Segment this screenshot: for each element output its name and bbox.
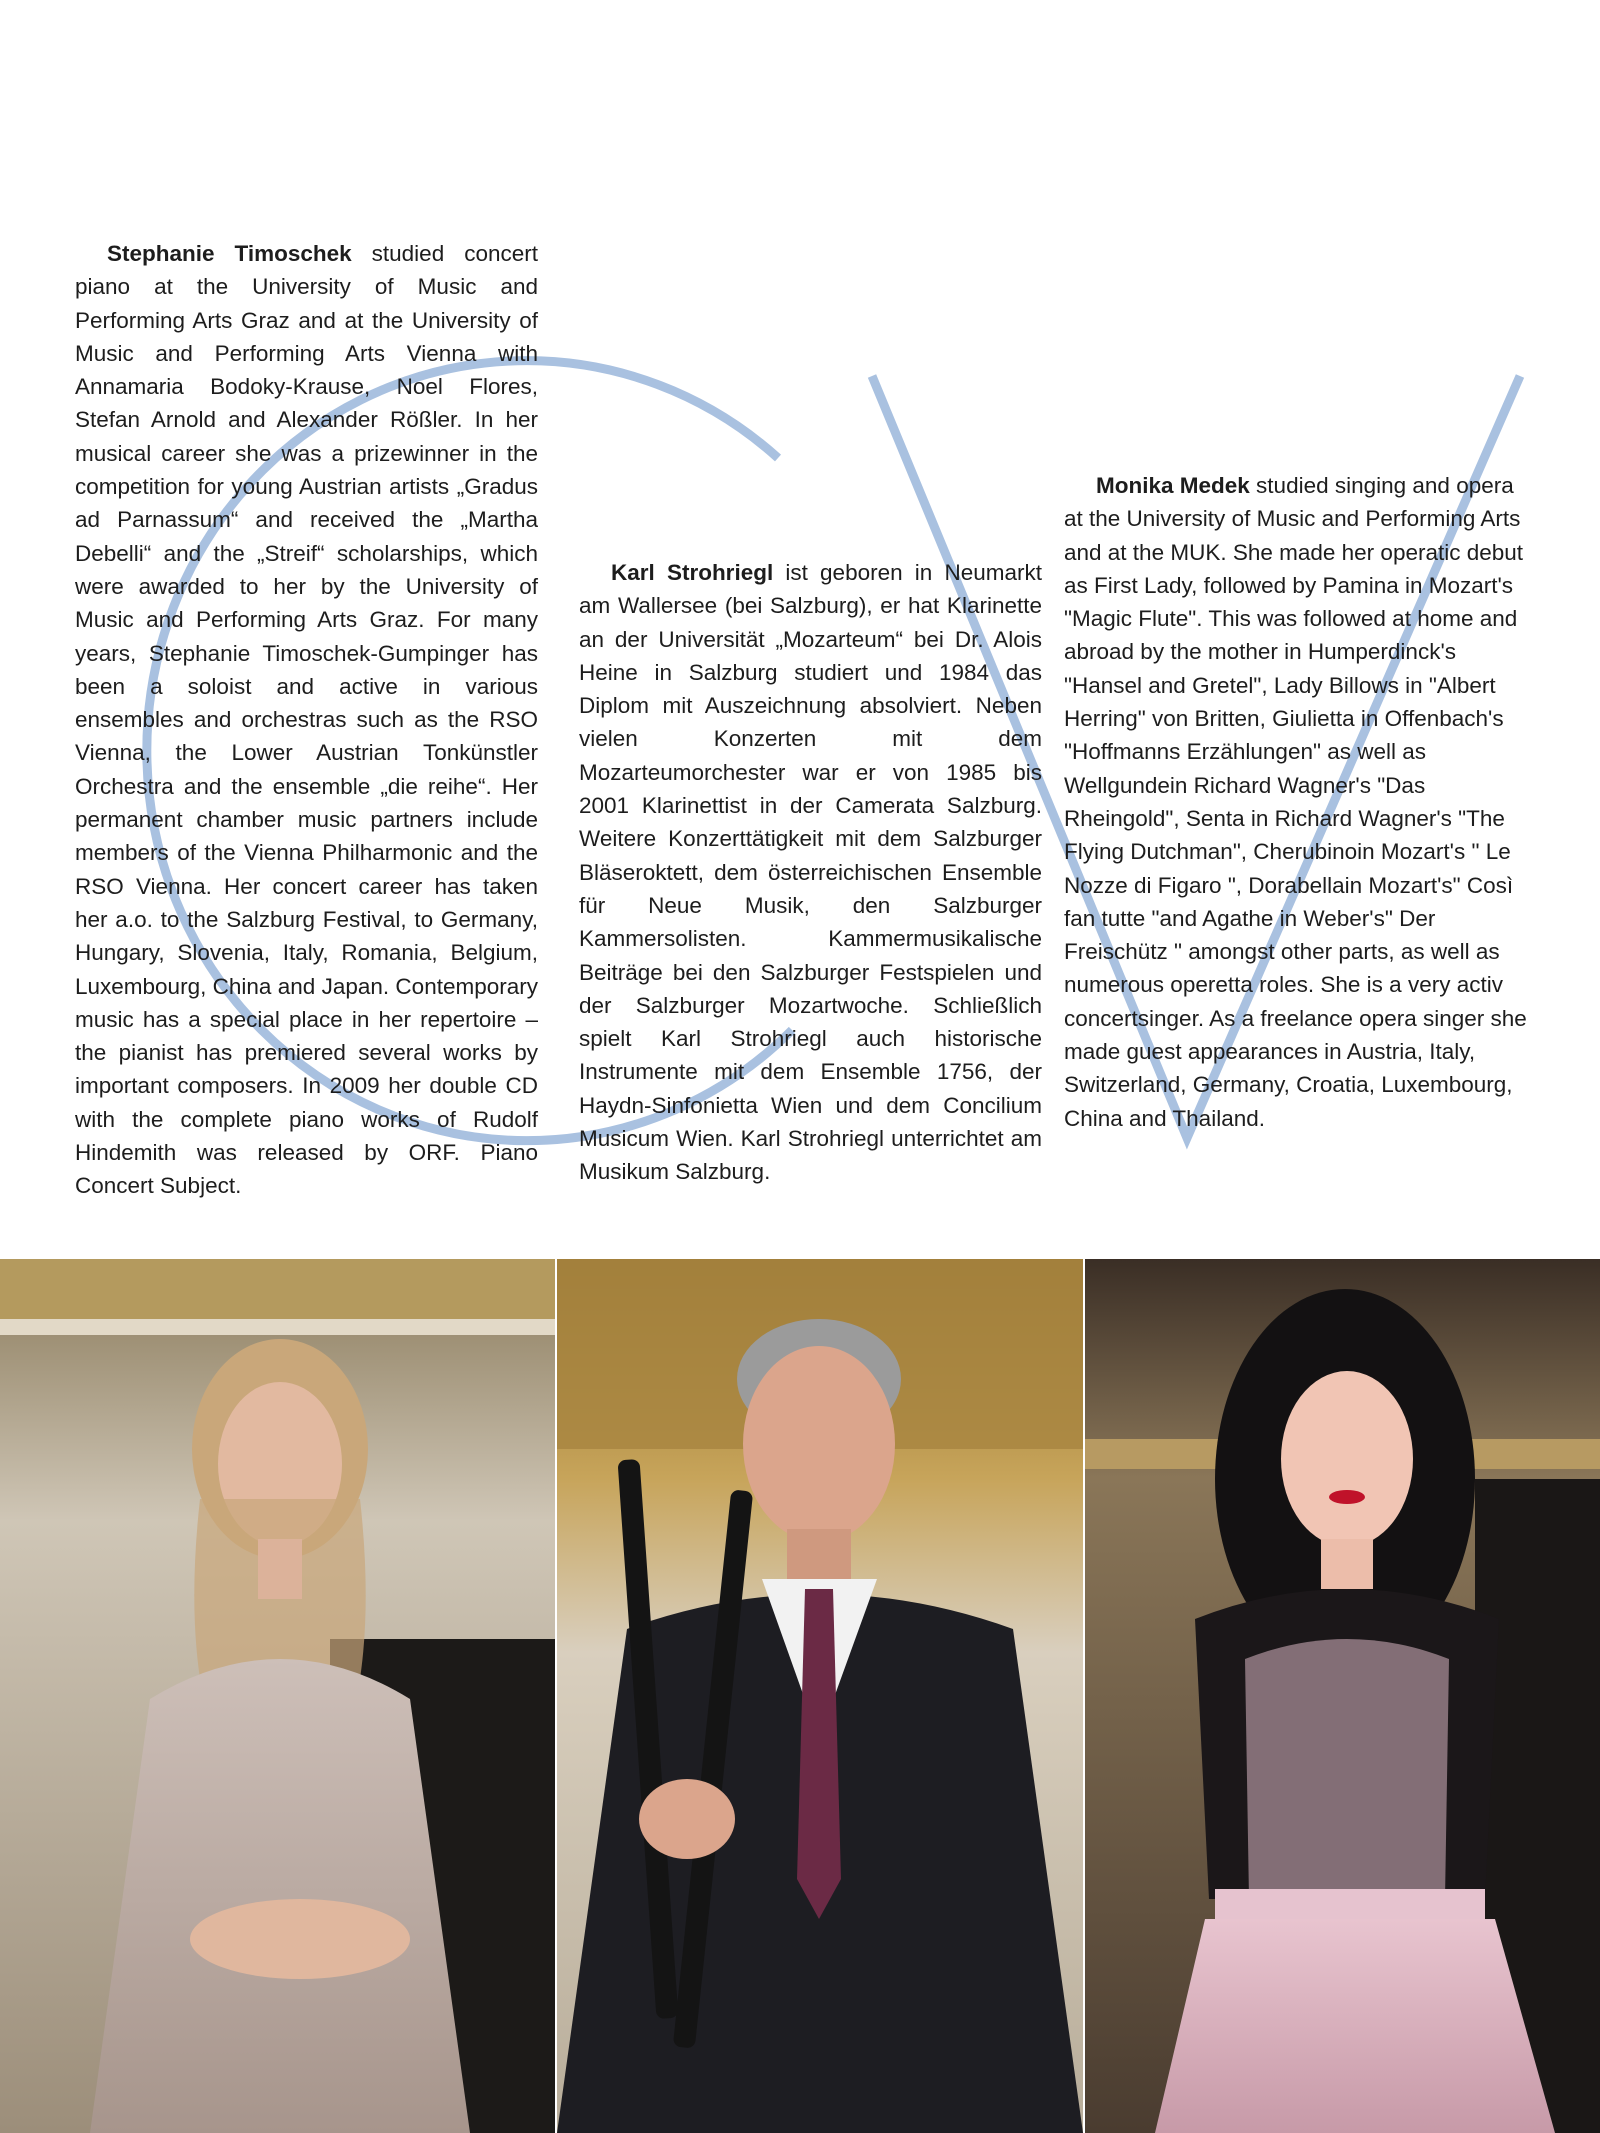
bio-name: Karl Strohriegl: [611, 560, 774, 585]
bio-stephanie-timoschek: [75, 237, 538, 1203]
photo-singer: [1085, 1259, 1600, 2133]
bio-name: Monika Medek: [1096, 473, 1250, 498]
photo-clarinettist: [557, 1259, 1083, 2133]
portrait-strip: [0, 1259, 1600, 2133]
bio-name: Stephanie Timoschek: [107, 241, 352, 266]
photo-pianist: [0, 1259, 555, 2133]
bio-text: ist geboren in Neumarkt am Wallersee (bei Salzburg), er hat Klarinette an der Universität „Mozarteum“ bei Dr. Alois Heine in Salzburg studiert und 1984 das Diplom mit Auszeichnung absolviert. Neben vielen Konzerten mit dem Mozarteumorchester war er von 1985 bis 2001 Klarinettist in der Camerata Salzburg. Weitere Konzerttätigkeit mit dem Salzburger Bläseroktett, dem österreichischen Ensemble für Neue Musik, den Salzburger Kammersolisten. Kammermusikalische Beiträge bei den Salzburger Festspielen und der Salzburger Mozartwoche. Schließlich spielt Karl Strohriegl auch historische Instrumente mit dem Ensemble 1756, der Haydn-Sinfonietta Wien und dem Concilium Musicum Wien. Karl Strohriegl unterrichtet am Musikum Salzburg.: [579, 560, 1042, 1185]
bio-monika-medek: [1064, 469, 1527, 1135]
bio-text: studied concert piano at the University of Music and Performing Arts Graz and at the University of Music and Performing Arts Vienna with Annamaria Bodoky-Krause, Noel Flores, Stefan Arnold and Alexander Rößler. In her musical career she was a prizewinner in the competition for young Austrian artists „Gradus ad Parnassum“ and received the „Martha Debelli“ and the „Streif“ scholarships, which were awarded to her by the University of Music and Performing Arts Graz. For many years, Stephanie Timoschek-Gumpinger has been a soloist and active in various ensembles and orchestras such as the RSO Vienna, the Lower Austrian Tonkünstler Orchestra and the ensemble „die reihe“. Her permanent chamber music partners include members of the Vienna Philharmonic and the RSO Vienna. Her concert career has taken her a.o. to the Salzburg Festival, to Germany, Hungary, Slovenia, Italy, Romania, Belgium, Luxembourg, China and Japan. Contemporary music has a special place in her repertoire – the pianist has premiered several works by important composers. In 2009 her double CD with the complete piano works of Rudolf Hindemith was released by ORF. Piano Concert Subject.: [75, 241, 538, 1199]
bio-text: studied singing and opera at the University of Music and Performing Arts and at the MUK. She made her operatic debut as First Lady, followed by Pamina in Mozart's "Magic Flute". This was followed at home and abroad by the mother in Humperdinck's "Hansel and Gretel", Lady Billows in "Albert Herring" von Britten, Giulietta in Offenbach's "Hoffmanns Erzählungen" as well as Wellgundein Richard Wagner's "Das Rheingold", Senta in Richard Wagner's "The Flying Dutchman", Cherubinoin Mozart's " Le Nozze di Figaro ", Dorabellain Mozart's" Così fan tutte "and Agathe in Weber's" Der Freischütz " amongst other parts, as well as numerous operetta roles. She is a very activ concertsinger. As a freelance opera singer she made guest appearances in Austria, Italy, Switzerland, Germany, Croatia, Luxembourg, China and Thailand.: [1064, 473, 1527, 1131]
bio-karl-strohriegl: [579, 556, 1042, 1189]
